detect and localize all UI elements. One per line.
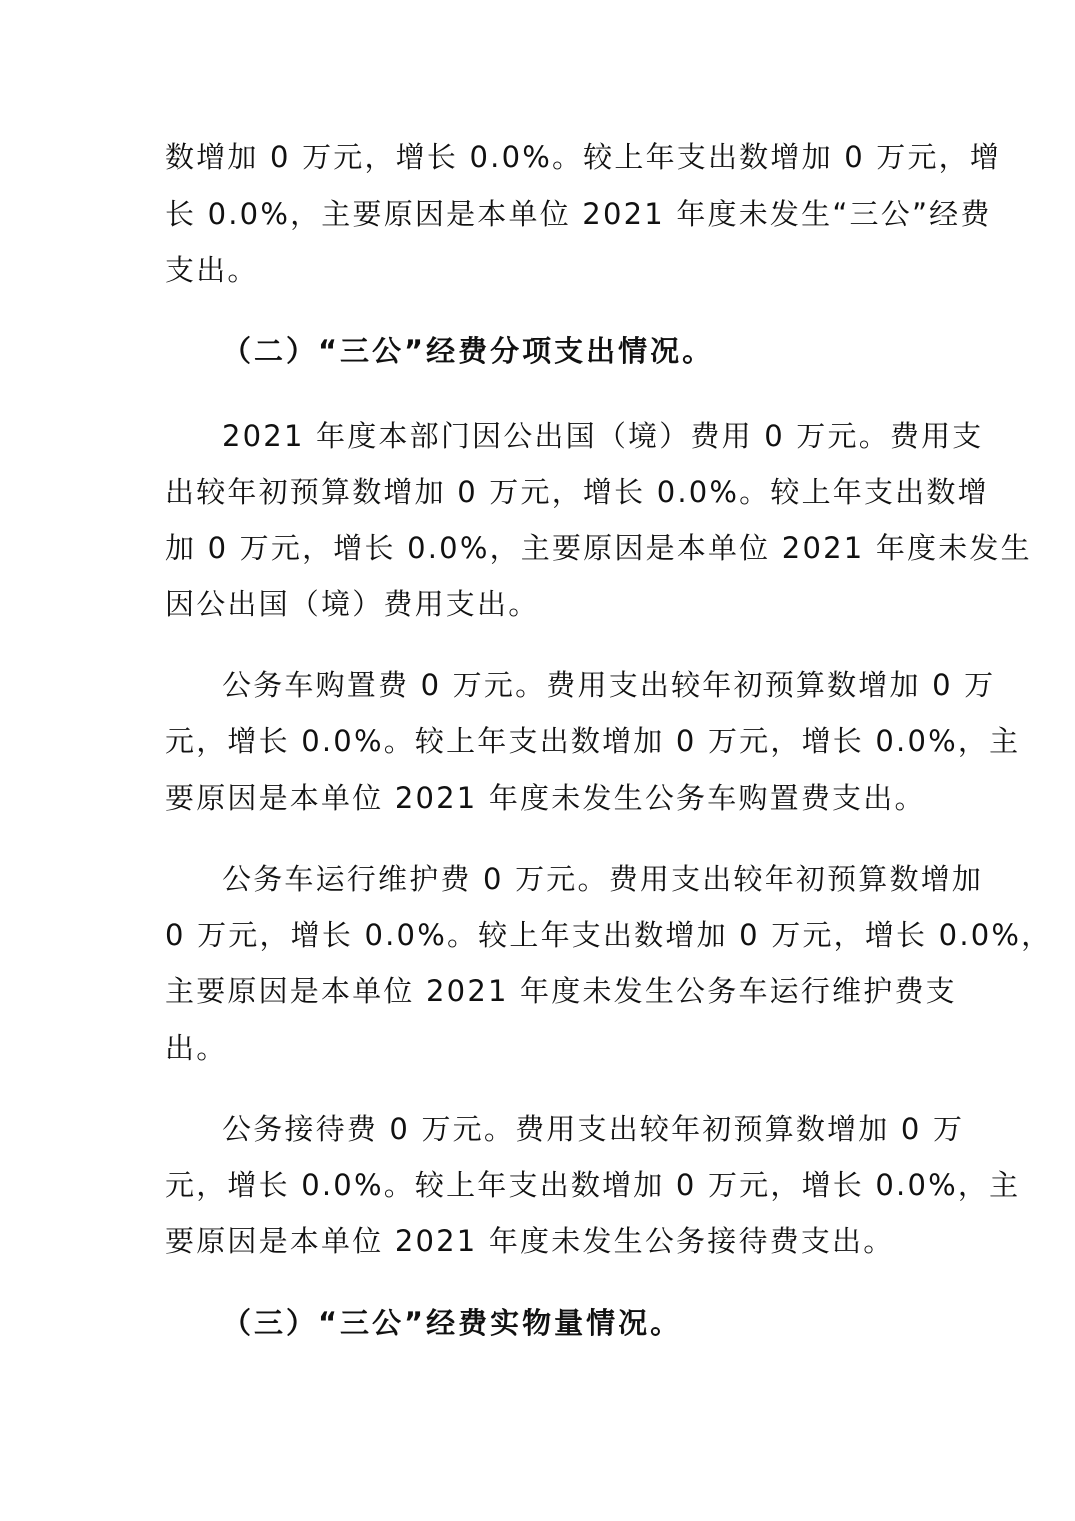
paragraph-line: 加 0 万元，增长 0.0%，主要原因是本单位 2021 年度未发生	[165, 531, 1032, 565]
section-heading-3: （三）“三公”经费实物量情况。	[222, 1306, 683, 1340]
paragraph-line: 元，增长 0.0%。较上年支出数增加 0 万元，增长 0.0%，主	[165, 1168, 1021, 1202]
paragraph-line: 要原因是本单位 2021 年度未发生公务车购置费支出。	[165, 781, 926, 815]
paragraph-line: 要原因是本单位 2021 年度未发生公务接待费支出。	[165, 1224, 895, 1258]
paragraph-line: 0 万元，增长 0.0%。较上年支出数增加 0 万元，增长 0.0%，	[165, 918, 1053, 952]
paragraph-line: 2021 年度本部门因公出国（境）费用 0 万元。费用支	[222, 419, 984, 453]
paragraph-line: 公务接待费 0 万元。费用支出较年初预算数增加 0 万	[222, 1112, 965, 1146]
paragraph-line: 支出。	[165, 253, 259, 287]
paragraph-line: 长 0.0%，主要原因是本单位 2021 年度未发生“三公”经费	[165, 197, 992, 231]
paragraph-line: 数增加 0 万元，增长 0.0%。较上年支出数增加 0 万元，增	[165, 140, 1002, 174]
paragraph-line: 因公出国（境）费用支出。	[165, 587, 540, 621]
paragraph-line: 主要原因是本单位 2021 年度未发生公务车运行维护费支	[165, 974, 957, 1008]
paragraph-line: 出。	[165, 1031, 228, 1065]
paragraph-line: 公务车购置费 0 万元。费用支出较年初预算数增加 0 万	[222, 668, 996, 702]
section-heading-2: （二）“三公”经费分项支出情况。	[222, 334, 715, 368]
paragraph-line: 公务车运行维护费 0 万元。费用支出较年初预算数增加	[222, 862, 984, 896]
paragraph-line: 出较年初预算数增加 0 万元，增长 0.0%。较上年支出数增	[165, 475, 989, 509]
paragraph-line: 元，增长 0.0%。较上年支出数增加 0 万元，增长 0.0%，主	[165, 724, 1021, 758]
